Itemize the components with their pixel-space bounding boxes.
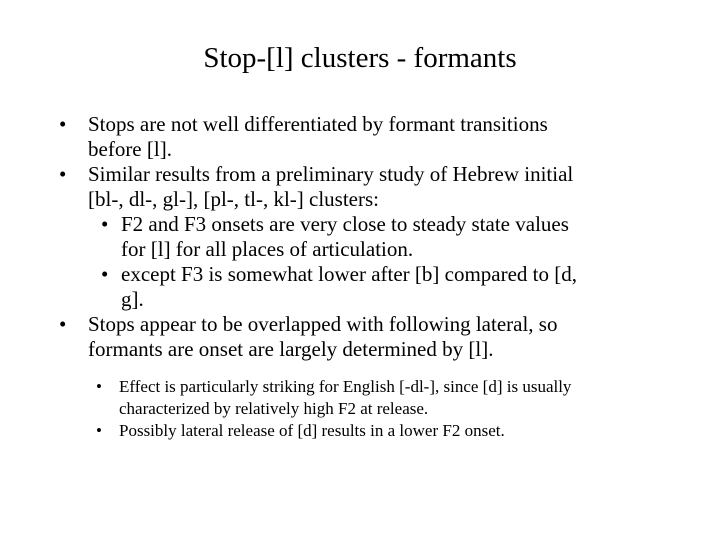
sub-bullet-point-3-2 xyxy=(0,420,720,442)
sub-bullet-point-3-1 xyxy=(0,376,720,420)
bullet-icon: • xyxy=(101,212,109,236)
bullet-line: Similar results from a preliminary study of Hebrew initial xyxy=(88,162,574,186)
bullet-icon: • xyxy=(96,421,102,440)
bullet-line: for [l] for all places of articulation. xyxy=(121,237,414,261)
bullet-line: Effect is particularly striking for English [-dl-], since [d] is usually xyxy=(119,377,572,396)
bullet-line: Stops are not well differentiated by formant transitions xyxy=(88,112,548,136)
bullet-line: [bl-, dl-, gl-], [pl-, tl-, kl-] clusters: xyxy=(88,187,380,211)
bullet-icon: • xyxy=(101,262,109,286)
slide-content xyxy=(0,112,720,442)
bullet-point-3 xyxy=(0,312,720,362)
bullet-line: before [l]. xyxy=(88,137,172,161)
bullet-line: characterized by relatively high F2 at release. xyxy=(119,399,429,418)
bullet-icon: • xyxy=(59,312,67,336)
bullet-line: F2 and F3 onsets are very close to steady state values xyxy=(121,212,569,236)
bullet-icon: • xyxy=(59,162,67,186)
bullet-icon: • xyxy=(96,377,102,396)
bullet-line: except F3 is somewhat lower after [b] compared to [d, xyxy=(121,262,578,286)
bullet-icon: • xyxy=(59,112,67,136)
bullet-line: Stops appear to be overlapped with following lateral, so xyxy=(88,312,558,336)
bullet-line: g]. xyxy=(121,287,144,311)
sub-bullet-point-2-2 xyxy=(0,262,720,312)
bullet-point-2 xyxy=(0,162,720,212)
bullet-line: Possibly lateral release of [d] results in a lower F2 onset. xyxy=(119,421,505,440)
slide-title: Stop-[l] clusters - formants xyxy=(203,42,517,74)
bullet-point-1 xyxy=(0,112,720,162)
sub-bullet-point-2-1 xyxy=(0,212,720,262)
bullet-line: formants are onset are largely determined by [l]. xyxy=(88,337,494,361)
